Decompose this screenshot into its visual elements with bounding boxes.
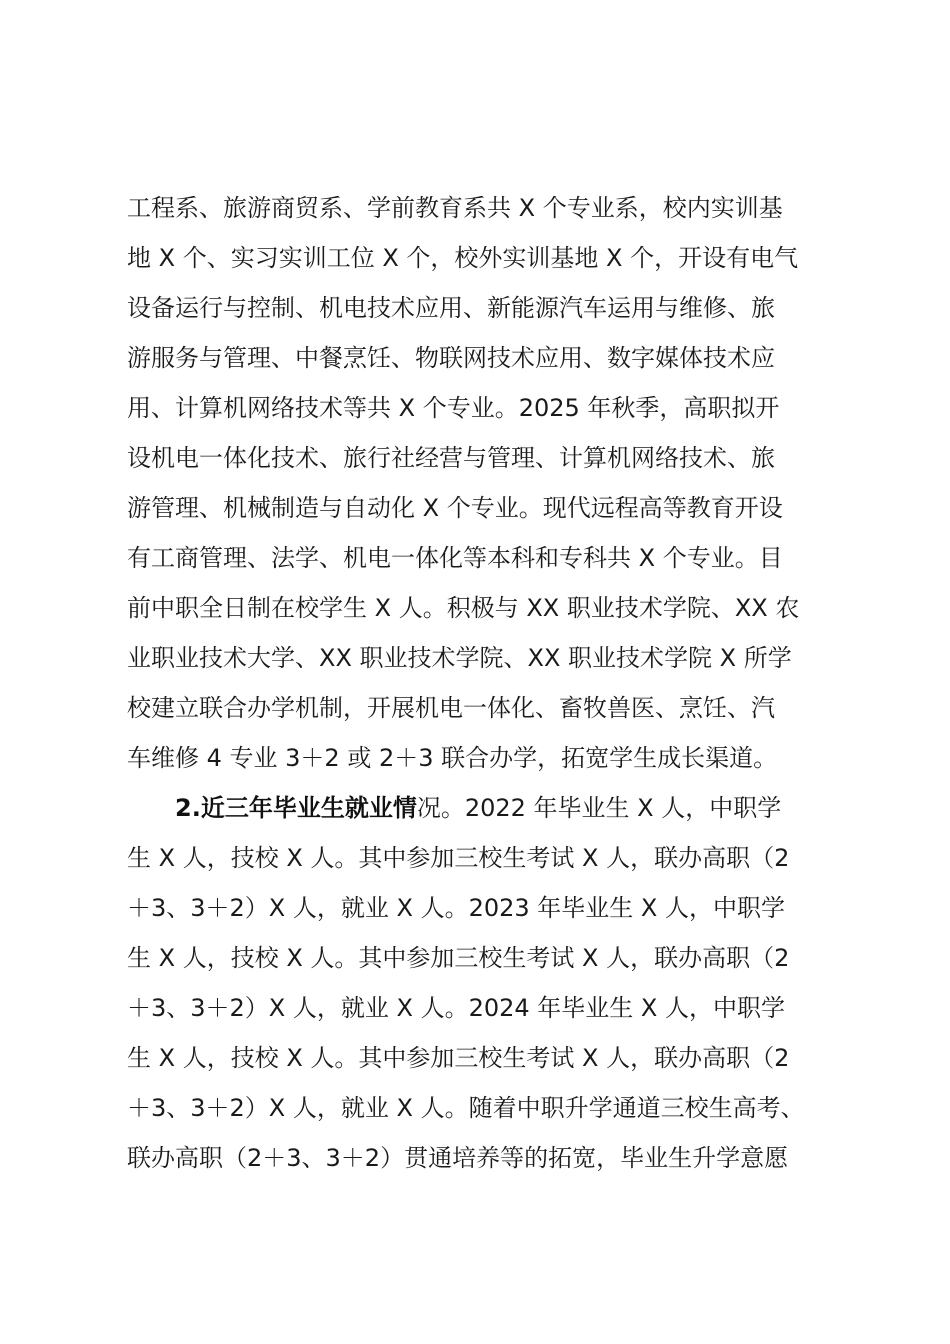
paragraph-line: 有工商管理、法学、机电一体化等本科和专科共 X 个专业。目 [127,544,783,572]
section-2-first-line-text: 况。2022 年毕业生 X 人，中职学 [416,794,782,822]
paragraph-line: 联办高职（2＋3、3＋2）贯通培养等的拓宽，毕业生升学意愿 [127,1144,789,1172]
paragraph-line: 校建立联合办学机制，开展机电一体化、畜牧兽医、烹饪、汽 [127,694,775,722]
paragraph-line: ＋3、3＋2）X 人，就业 X 人。2023 年毕业生 X 人，中职学 [127,894,785,922]
section-2-first-line [175,783,847,833]
paragraph-line: 生 X 人，技校 X 人。其中参加三校生考试 X 人，联办高职（2 [127,1044,790,1072]
paragraph-line: 前中职全日制在校学生 X 人。积极与 XX 职业技术学院、XX 农 [127,594,800,622]
paragraph-line: 用、计算机网络技术等共 X 个专业。2025 年秋季，高职拟开 [127,394,780,422]
paragraph-line: 业职业技术大学、XX 职业技术学院、XX 职业技术学院 X 所学 [127,644,792,672]
paragraph-line: 设机电一体化技术、旅行社经营与管理、计算机网络技术、旅 [127,444,775,472]
paragraph-line: 游管理、机械制造与自动化 X 个专业。现代远程高等教育开设 [127,494,783,522]
paragraph-line: 设备运行与控制、机电技术应用、新能源汽车运用与维修、旅 [127,294,775,322]
section-2-heading: 2.近三年毕业生就业情 [175,794,417,822]
paragraph-line: 生 X 人，技校 X 人。其中参加三校生考试 X 人，联办高职（2 [127,944,790,972]
paragraph-line: 生 X 人，技校 X 人。其中参加三校生考试 X 人，联办高职（2 [127,844,790,872]
paragraph-line: 车维修 4 专业 3＋2 或 2＋3 联合办学，拓宽学生成长渠道。 [127,744,778,772]
paragraph-line: ＋3、3＋2）X 人，就业 X 人。2024 年毕业生 X 人，中职学 [127,994,785,1022]
paragraph-line: 游服务与管理、中餐烹饪、物联网技术应用、数字媒体技术应 [127,344,775,372]
paragraph-line: 地 X 个、实习实训工位 X 个，校外实训基地 X 个，开设有电气 [127,244,799,272]
paragraph-line: ＋3、3＋2）X 人，就业 X 人。随着中职升学通道三校生高考、 [127,1094,805,1122]
paragraph-line: 工程系、旅游商贸系、学前教育系共 X 个专业系，校内实训基 [127,194,783,222]
